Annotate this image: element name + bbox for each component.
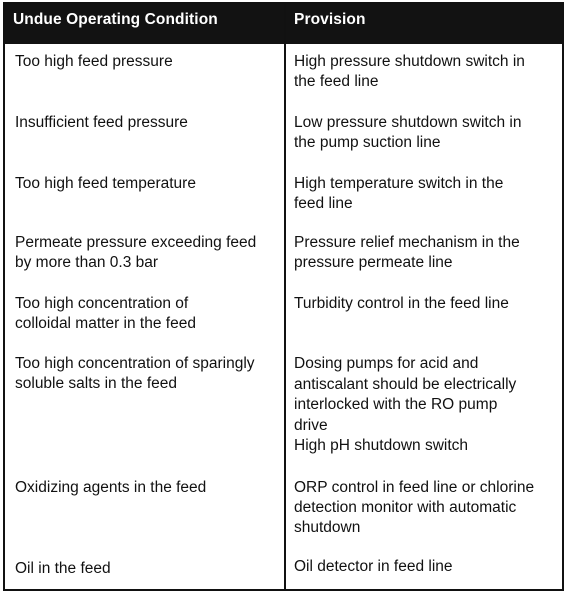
row-5-provision: Turbidity control in the feed line: [294, 295, 509, 312]
row-3-condition: Too high feed temperature: [15, 175, 196, 192]
row-3-provision: High temperature switch in the feed line: [294, 175, 504, 212]
row-5-condition: Too high concentration of colloidal matter in the feed: [15, 295, 196, 332]
header-undue-operating-condition: Undue Operating Condition: [13, 11, 218, 28]
column-divider: [284, 4, 286, 589]
row-6-provision: Dosing pumps for acid and antiscalant should be electrically interlocked with the RO pump drive High pH shutdown switch: [294, 355, 517, 455]
row-6-condition: Too high concentration of sparingly soluble salts in the feed: [15, 355, 255, 392]
row-8-provision: Oil detector in feed line: [294, 558, 453, 575]
row-4-condition: Permeate pressure exceeding feed by more than 0.3 bar: [15, 234, 257, 271]
row-1-provision: High pressure shutdown switch in the feed line: [294, 53, 525, 90]
row-7-provision: ORP control in feed line or chlorine detection monitor with automatic shutdown: [294, 479, 535, 536]
row-2-condition: Insufficient feed pressure: [15, 114, 188, 131]
header-provision: Provision: [294, 11, 366, 28]
row-2-provision: Low pressure shutdown switch in the pump suction line: [294, 114, 522, 151]
row-4-provision: Pressure relief mechanism in the pressure permeate line: [294, 234, 520, 271]
row-1-condition: Too high feed pressure: [15, 53, 173, 70]
provisions-table: [3, 2, 564, 591]
row-8-condition: Oil in the feed: [15, 560, 111, 577]
row-7-condition: Oxidizing agents in the feed: [15, 479, 207, 496]
